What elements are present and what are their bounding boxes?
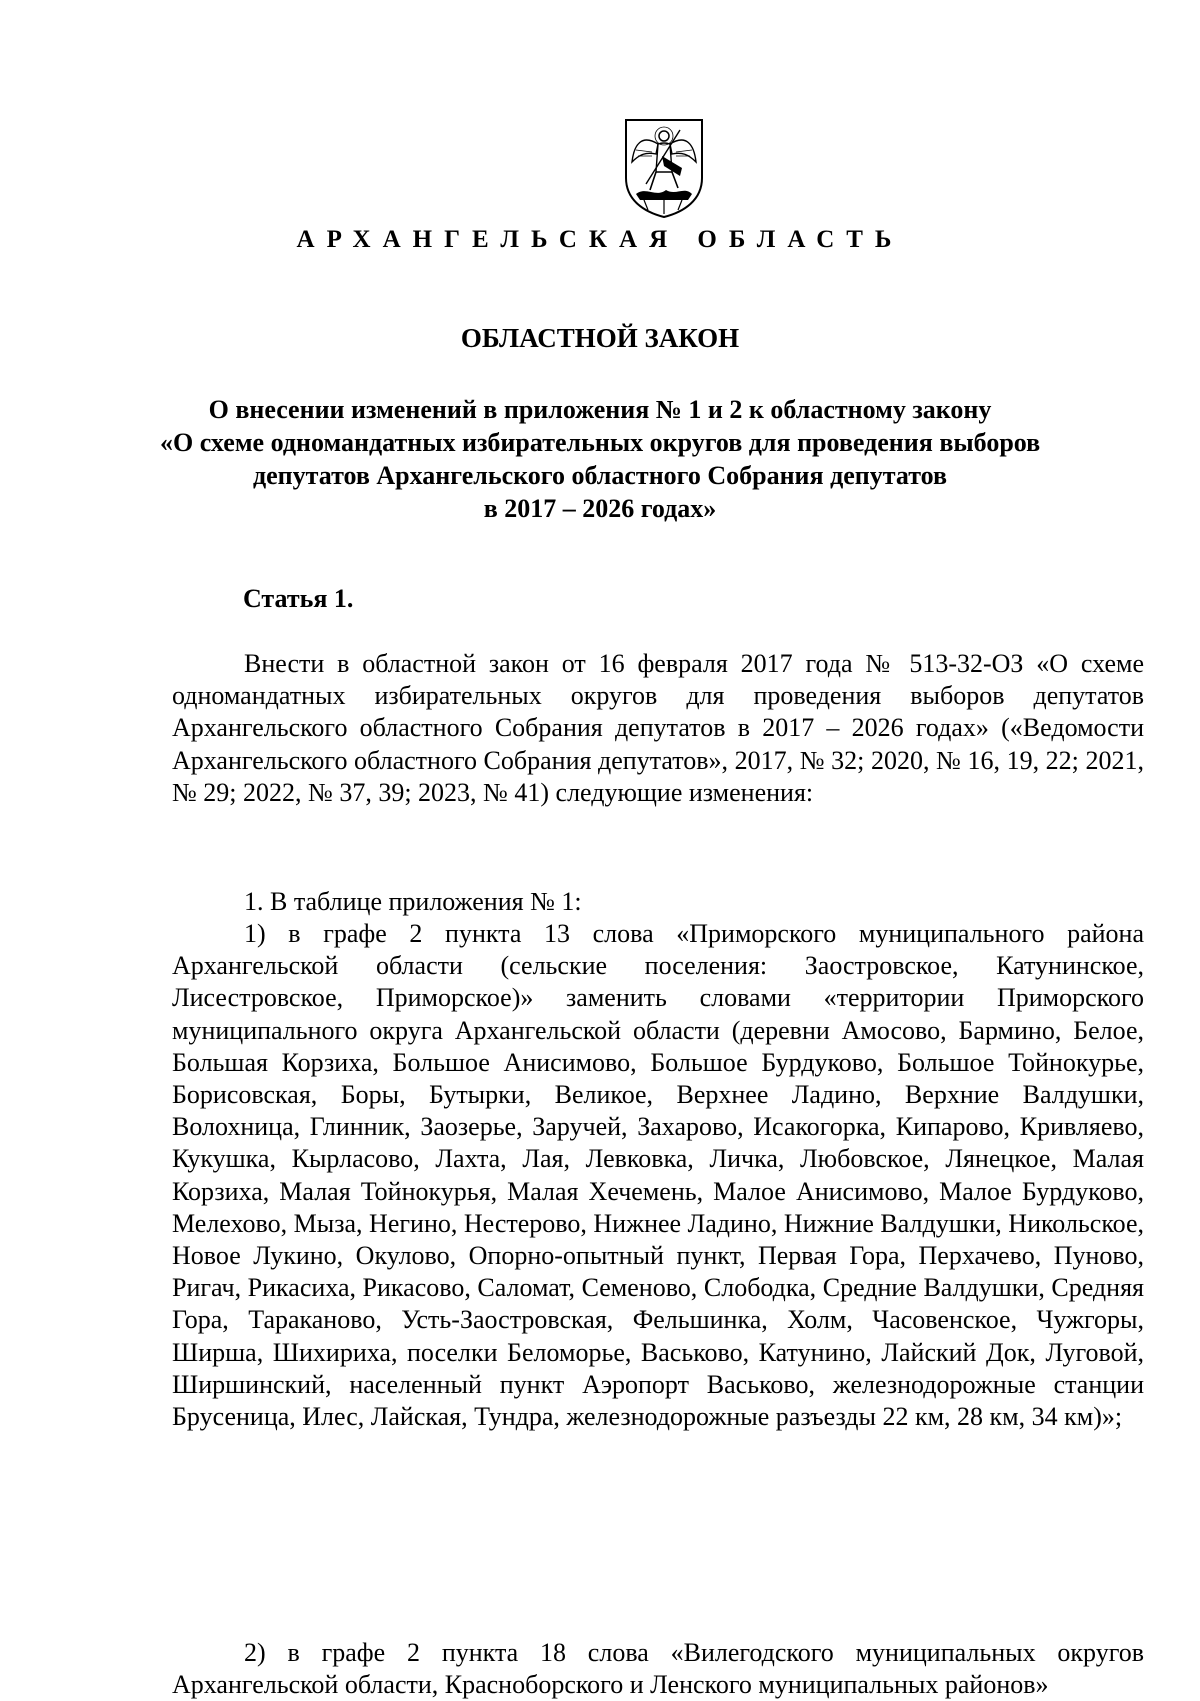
article-intro-paragraph: Внести в областной закон от 16 февраля 2017 года № 513-32-ОЗ «О схеме одномандатных избирательных округов для проведения выборов депутатов Архангельского областного Собрания депутатов в 2017 – 2026 годах» («Ведомости Архангельского областного Собрания депутатов», 2017, № 32; 2020, № 16, 19, 22; 2021, № 29; 2022, № 37, 39; 2023, № 41) следующие изменения:	[172, 649, 1144, 807]
item-1-heading: 1. В таблице приложения № 1:	[244, 887, 582, 916]
subitem-1-paragraph: 1) в графе 2 пункта 13 слова «Приморского муниципального района Архангельской области (сельские поселения: Заостровское, Катунинское, Лисестровское, Приморское)» заменить словами «территории Приморского муниципального округа Архангельской области (деревни Амосово, Бармино, Белое, Большая Корзиха, Большое Анисимово, Большое Бурдуково, Большое Тойнокурье, Борисовская, Боры, Бутырки, Великое, Верхнее Ладино, Верхние Валдушки, Волохница, Глинник, Заозерье, Заручей, Захарово, Исакогорка, Кипарово, Кривляево, Кукушка, Кырласово, Лахта, Лая, Левковка, Личка, Любовское, Лянецкое, Малая Корзиха, Малая Тойнокурья, Малая Хечемень, Малое Анисимово, Малое Бурдуково, Мелехово, Мыза, Негино, Нестерово, Нижнее Ладино, Нижние Валдушки, Никольское, Новое Лукино, Окулово, Опорно-опытный пункт, Первая Гора, Перхачево, Пуново, Ригач, Рикасиха, Рикасово, Саломат, Семеново, Слободка, Средние Валдушки, Средняя Гора, Тараканово, Усть-Заостровская, Фельшинка, Холм, Часовенское, Чужгоры, Ширша, Шихириха, поселки Беломорье, Васьково, Катунино, Лайский Док, Луговой, Ширшинский, населенный пункт Аэропорт Васьково, железнодорожные станции Брусеница, Илес, Лайская, Тундра, железнодорожные разъезды 22 км, 28 км, 34 км)»;	[172, 919, 1144, 1432]
law-title-line: «О схеме одномандатных избирательных округов для проведения выборов	[160, 428, 1041, 457]
law-title	[160, 393, 1040, 525]
law-title-line: О внесении изменений в приложения № 1 и 2 к областному закону	[208, 395, 992, 424]
law-title-line: депутатов Архангельского областного Собрания депутатов	[252, 461, 948, 490]
article-heading: Статья 1.	[243, 584, 354, 613]
law-title-line: в 2017 – 2026 годах»	[483, 494, 717, 523]
law-type-heading: ОБЛАСТНОЙ ЗАКОН	[460, 323, 740, 353]
coat-of-arms-emblem	[622, 116, 706, 220]
region-name: АРХАНГЕЛЬСКАЯ ОБЛАСТЬ	[296, 226, 904, 253]
subitem-2-paragraph: 2) в графе 2 пункта 18 слова «Вилегодского муниципальных округов Архангельской области, Красноборского и Ленского муниципальных районов»	[172, 1638, 1144, 1700]
